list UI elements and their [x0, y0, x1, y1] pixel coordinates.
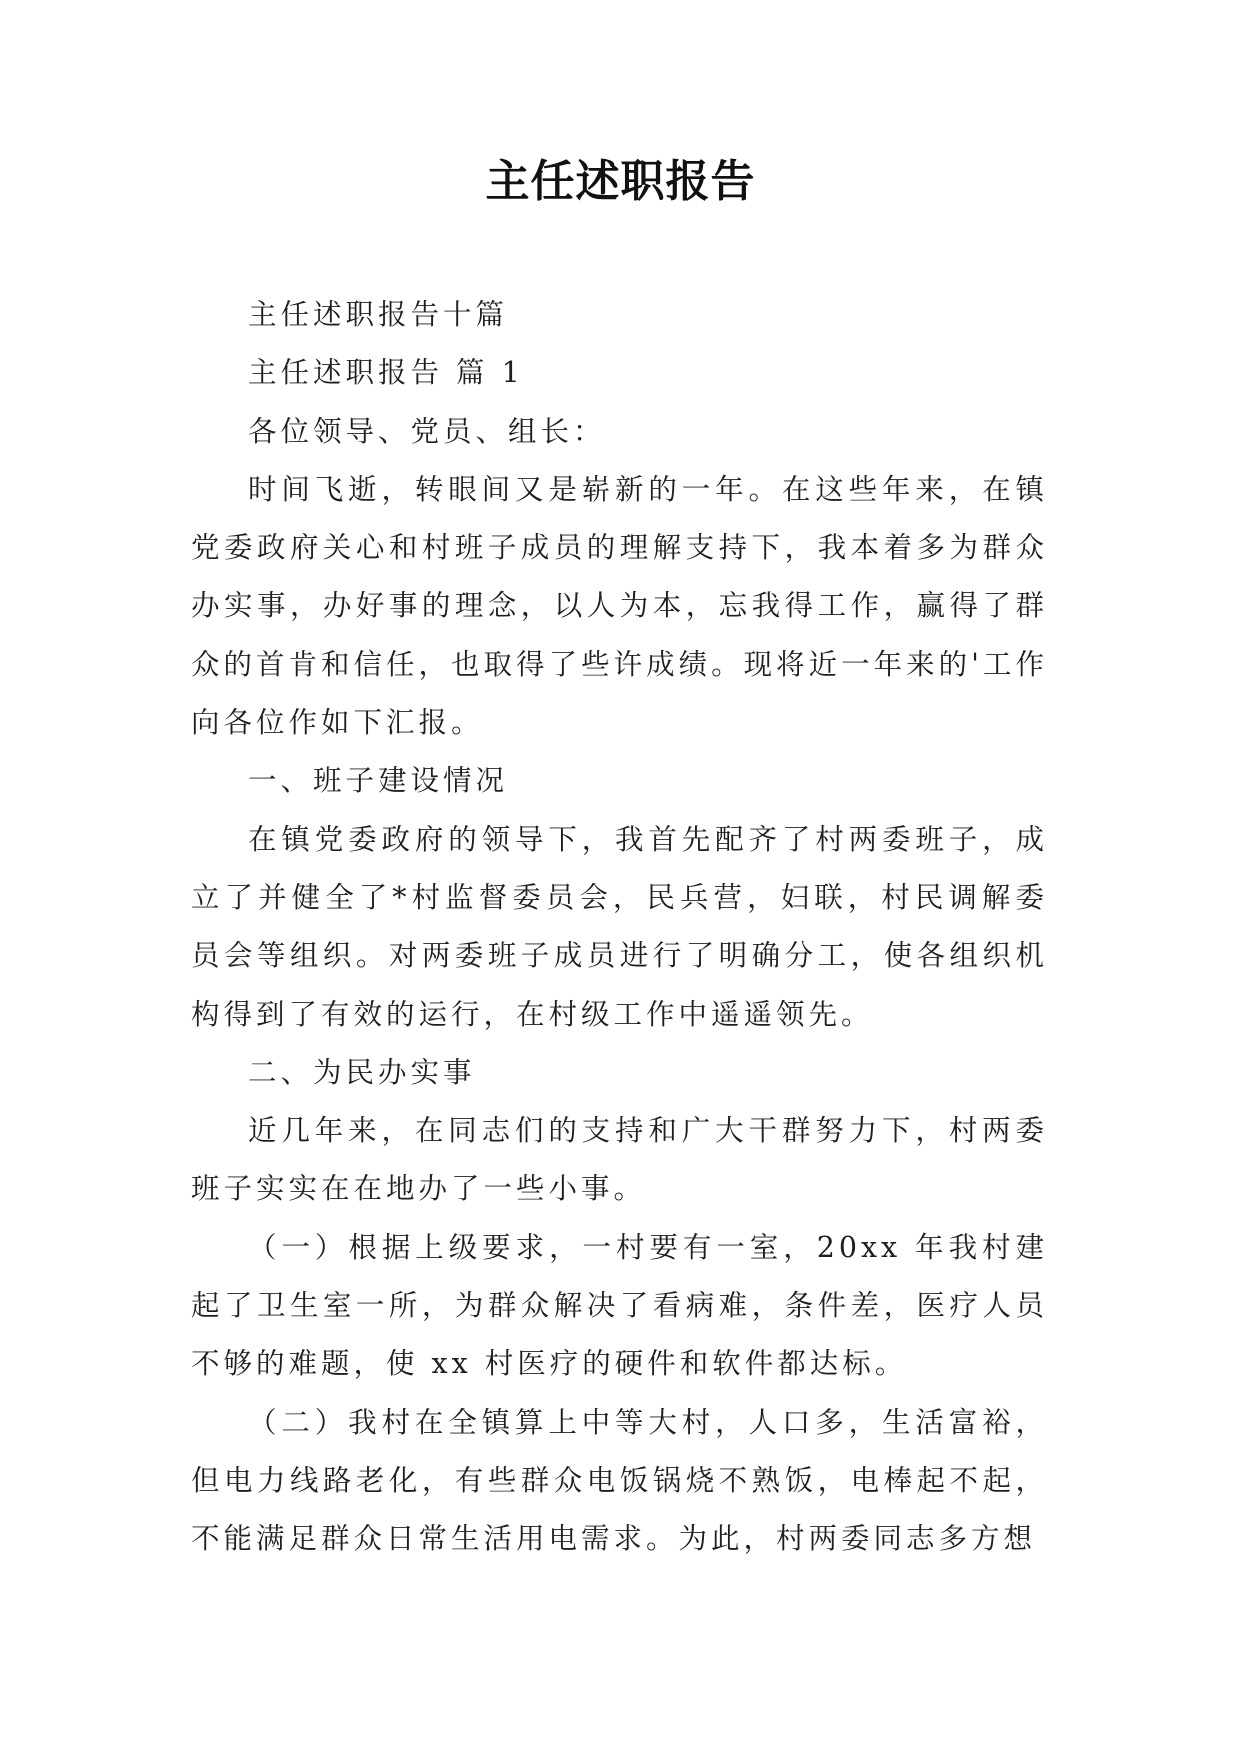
body-paragraph: 近几年来，在同志们的支持和广大干群努力下，村两委班子实实在在地办了一些小事。 [191, 1114, 1048, 1206]
subtitle-paragraph: 主任述职报告十篇 [248, 298, 509, 331]
section-heading: 二、为民办实事 [248, 1055, 476, 1089]
section-heading: 主任述职报告 篇 1 [248, 356, 524, 390]
section-heading: 一、班子建设情况 [248, 764, 509, 798]
body-paragraph: 时间飞逝，转眼间又是崭新的一年。在这些年来，在镇党委政府关心和村班子成员的理解支持下，我本着多为群众办实事，办好事的理念，以人为本，忘我得工作，赢得了群众的首肯和信任，也取得了些许成绩。现将近一年来的'工作向各位作如下汇报。 [191, 472, 1048, 740]
body-paragraph: （一）根据上级要求，一村要有一室，20xx 年我村建起了卫生室一所，为群众解决了看病难，条件差，医疗人员不够的难题，使 xx 村医疗的硬件和软件都达标。 [191, 1230, 1048, 1381]
document-title: 主任述职报告 [485, 156, 756, 207]
salutation-paragraph: 各位领导、党员、组长： [248, 414, 606, 448]
body-paragraph: （二）我村在全镇算上中等大村，人口多，生活富裕，但电力线路老化，有些群众电饭锅烧不熟饭，电棒起不起，不能满足群众日常生活用电需求。为此，村两委同志多方想 [191, 1405, 1048, 1556]
body-paragraph: 在镇党委政府的领导下，我首先配齐了村两委班子，成立了并健全了*村监督委员会，民兵营，妇联，村民调解委员会等组织。对两委班子成员进行了明确分工，使各组织机构得到了有效的运行，在村级工作中遥遥领先。 [191, 822, 1048, 1031]
document-body [191, 286, 1048, 1569]
